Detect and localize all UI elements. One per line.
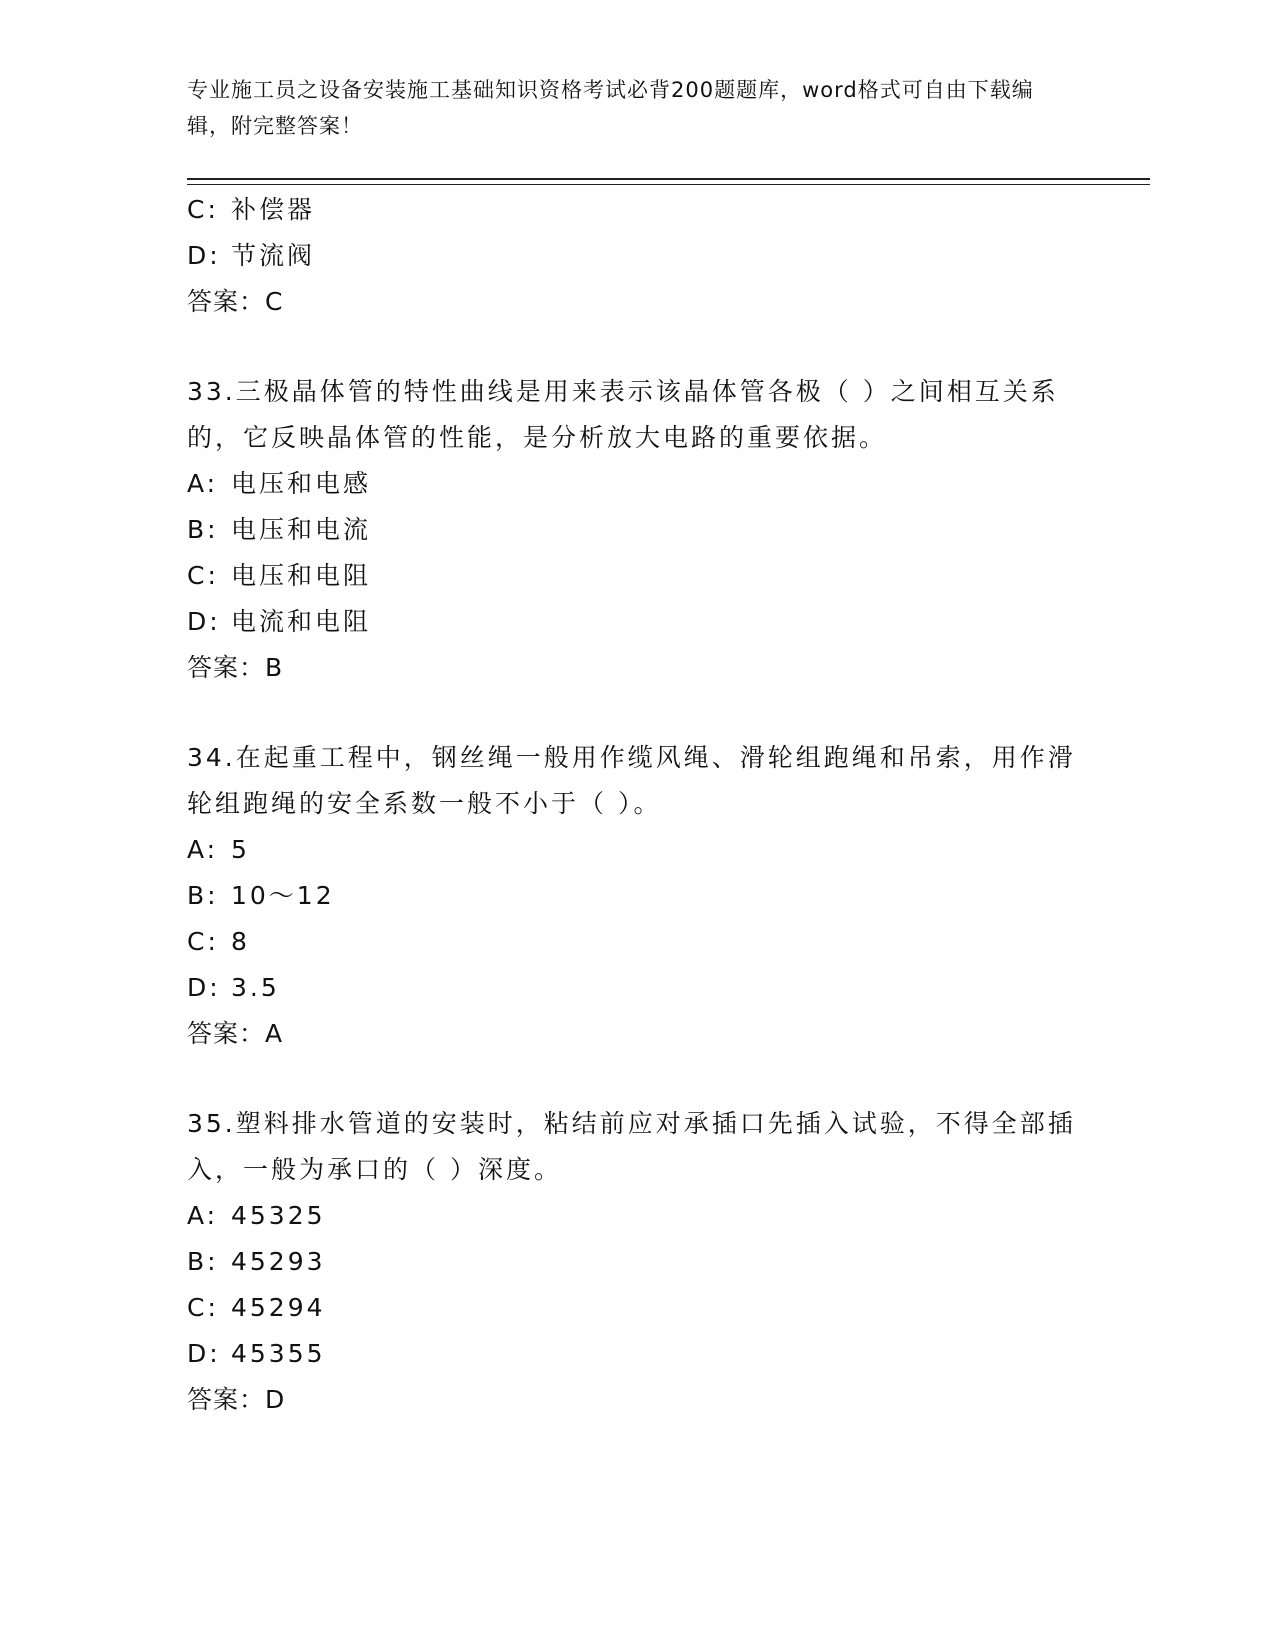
option-text: 电压和电流 — [231, 515, 372, 544]
option-c — [187, 187, 1077, 233]
document-header: 专业施工员之设备安装施工基础知识资格考试必背200题题库，word格式可自由下载编辑，附完整答案！ — [187, 78, 1034, 138]
option-text: 电压和电阻 — [231, 561, 372, 590]
option-label: D: — [187, 1339, 221, 1368]
answer-line: 答案：D — [187, 1385, 286, 1414]
option-label: A: — [187, 835, 219, 864]
answer-line: 答案：A — [187, 1019, 284, 1048]
option-label: D: — [187, 241, 221, 270]
option-text: 45325 — [231, 1201, 326, 1230]
option-text: 5 — [231, 835, 250, 864]
option-text: 10～12 — [231, 881, 335, 910]
option-text: 节流阀 — [231, 241, 316, 270]
option-label: D: — [187, 607, 221, 636]
option-d — [187, 599, 1077, 645]
question-stem: 34.在起重工程中，钢丝绳一般用作缆风绳、滑轮组跑绳和吊索，用作滑轮组跑绳的安全系数一般不小于（ ）。 — [187, 743, 1076, 818]
header-rule-thin — [187, 184, 1150, 185]
option-label: C: — [187, 195, 219, 224]
option-label: C: — [187, 561, 219, 590]
option-b — [187, 507, 1077, 553]
option-d — [187, 965, 1077, 1011]
header-rule-thick — [187, 178, 1150, 180]
option-b — [187, 873, 1077, 919]
option-b — [187, 1239, 1077, 1285]
option-c — [187, 919, 1077, 965]
option-a — [187, 827, 1077, 873]
option-text: 补偿器 — [231, 195, 316, 224]
question-list — [187, 187, 1077, 1423]
option-label: B: — [187, 515, 219, 544]
option-text: 8 — [231, 927, 250, 956]
option-text: 45355 — [231, 1339, 326, 1368]
option-label: B: — [187, 1247, 219, 1276]
answer-line: 答案：C — [187, 287, 284, 316]
option-text: 3.5 — [231, 973, 280, 1002]
option-text: 电压和电感 — [231, 469, 372, 498]
option-text: 电流和电阻 — [231, 607, 372, 636]
option-label: A: — [187, 469, 219, 498]
option-a — [187, 1193, 1077, 1239]
option-c — [187, 553, 1077, 599]
option-label: C: — [187, 1293, 219, 1322]
option-text: 45294 — [231, 1293, 326, 1322]
option-d — [187, 1331, 1077, 1377]
option-label: D: — [187, 973, 221, 1002]
option-c — [187, 1285, 1077, 1331]
option-label: A: — [187, 1201, 219, 1230]
question-stem: 35.塑料排水管道的安装时，粘结前应对承插口先插入试验，不得全部插入，一般为承口的（ ）深度。 — [187, 1109, 1076, 1184]
option-label: B: — [187, 881, 219, 910]
question-stem: 33.三极晶体管的特性曲线是用来表示该晶体管各极（ ）之间相互关系的，它反映晶体管的性能，是分析放大电路的重要依据。 — [187, 377, 1059, 452]
option-d — [187, 233, 1077, 279]
option-label: C: — [187, 927, 219, 956]
option-text: 45293 — [231, 1247, 326, 1276]
answer-line: 答案：B — [187, 653, 284, 682]
option-a — [187, 461, 1077, 507]
